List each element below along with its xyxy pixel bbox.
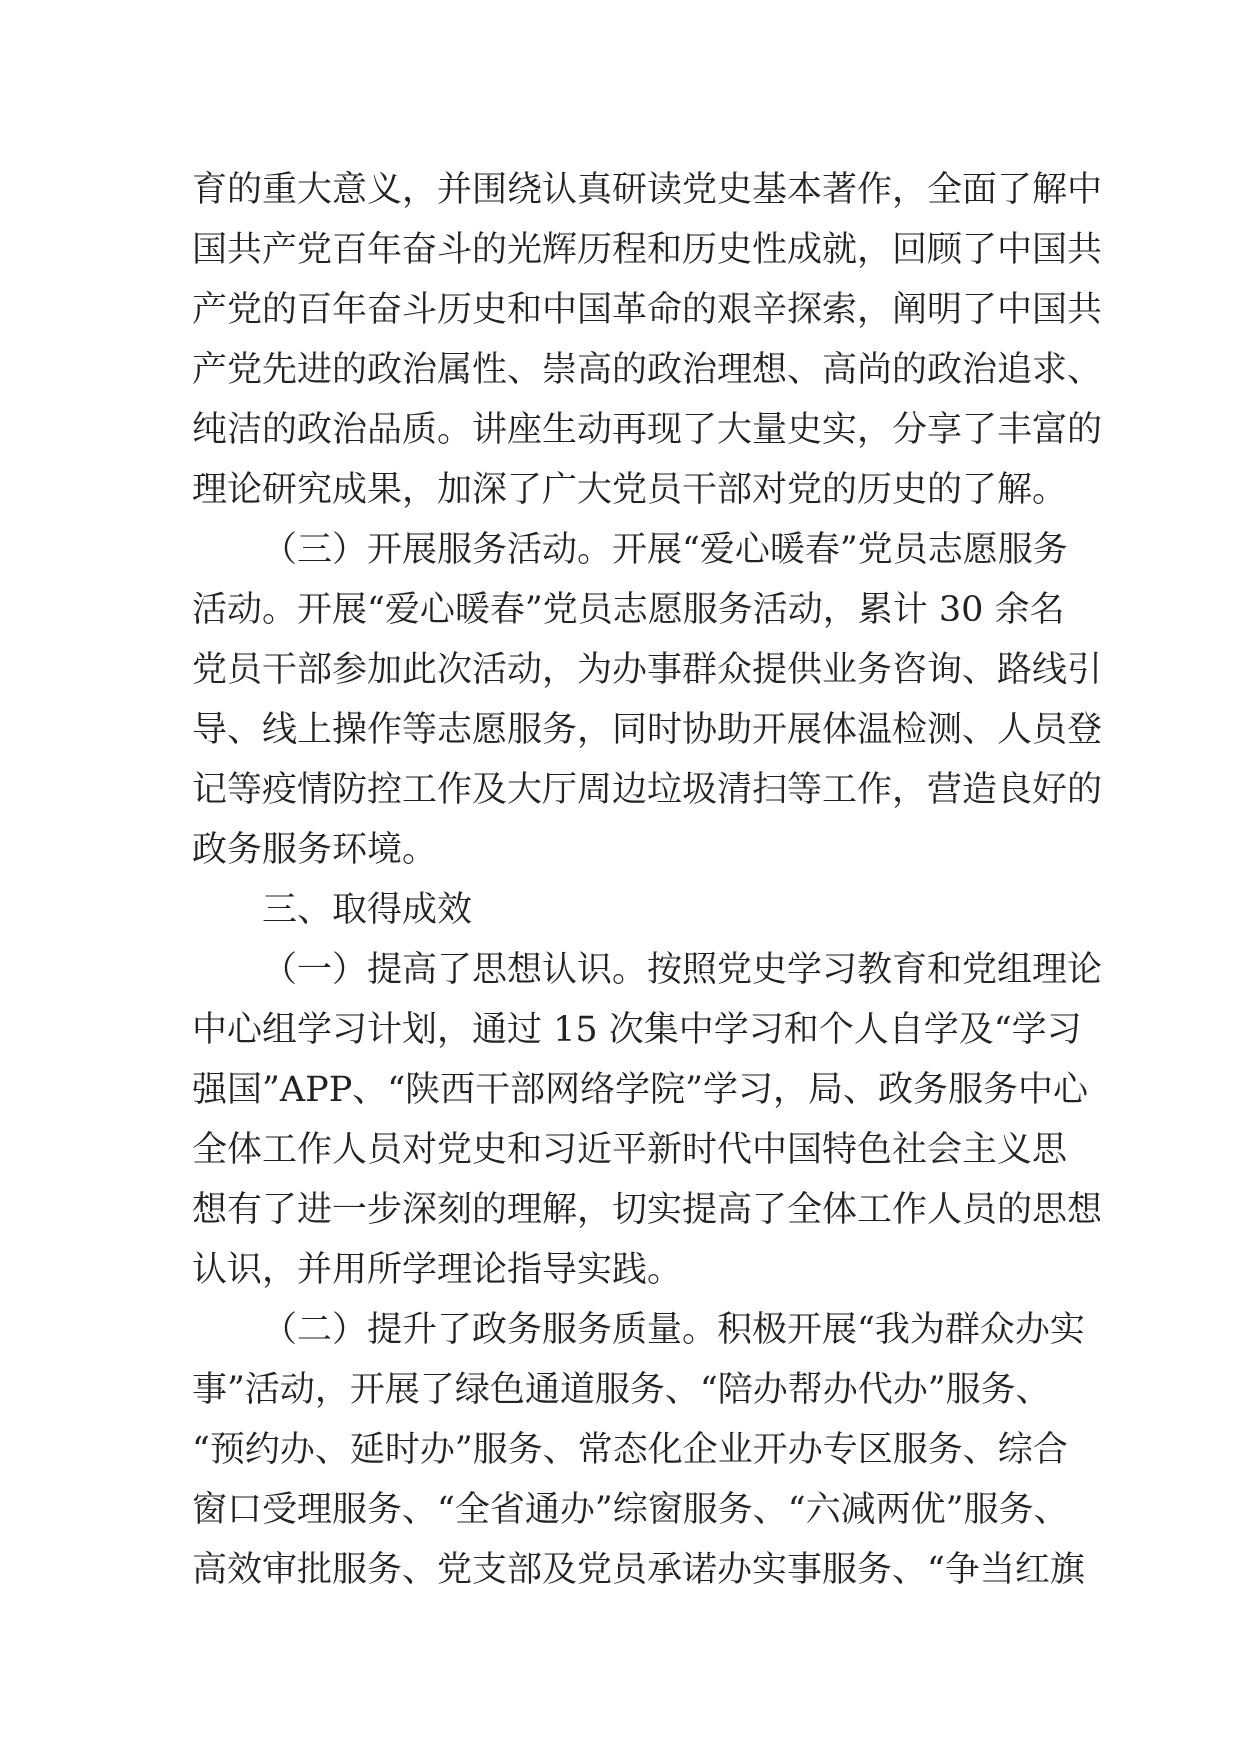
paragraph-first-line: （二）提升了政务服务质量。积极开展“我为群众办实 [262,1310,1085,1350]
text-line: 政务服务环境。 [192,830,438,870]
text-line: 全体工作人员对党史和习近平新时代中国特色社会主义思 [192,1130,1068,1170]
section-heading: 三、取得成效 [262,890,473,930]
paragraph-first-line: （三）开展服务活动。开展“爱心暖春”党员志愿服务 [262,530,1068,570]
text-line: 育的重大意义，并围绕认真研读党史基本著作，全面了解中 [192,170,1103,210]
text-line: 事”活动，开展了绿色通道服务、“陪办帮办代办”服务、 [192,1370,1051,1410]
text-line: 窗口受理服务、“全省通办”综窗服务、“六减两优”服务、 [192,1490,1069,1530]
text-line: 党员干部参加此次活动，为办事群众提供业务咨询、路线引 [192,650,1103,690]
text-line: 导、线上操作等志愿服务，同时协助开展体温检测、人员登 [192,710,1103,750]
text-line: 理论研究成果，加深了广大党员干部对党的历史的了解。 [192,470,1068,510]
text-line: 想有了进一步深刻的理解，切实提高了全体工作人员的思想 [192,1190,1103,1230]
text-line: 中心组学习计划，通过 15 次集中学习和个人自学及“学习 [192,1010,1082,1050]
text-line: 纯洁的政治品质。讲座生动再现了大量史实，分享了丰富的 [192,410,1103,450]
paragraph-first-line: （一）提高了思想认识。按照党史学习教育和党组理论 [262,950,1103,990]
text-line: 高效审批服务、党支部及党员承诺办实事服务、“争当红旗 [192,1550,1085,1590]
text-line: 记等疫情防控工作及大厅周边垃圾清扫等工作，营造良好的 [192,770,1103,810]
text-line: 认识，并用所学理论指导实践。 [192,1250,683,1290]
text-line: 产党的百年奋斗历史和中国革命的艰辛探索，阐明了中国共 [192,290,1103,330]
text-line: 产党先进的政治属性、崇高的政治理想、高尚的政治追求、 [192,350,1103,390]
text-line: 国共产党百年奋斗的光辉历程和历史性成就，回顾了中国共 [192,230,1103,270]
text-line: “预约办、延时办”服务、常态化企业开办专区服务、综合 [192,1430,1068,1470]
text-line: 强国”APP、“陕西干部网络学院”学习，局、政务服务中心 [192,1070,1089,1110]
text-line: 活动。开展“爱心暖春”党员志愿服务活动，累计 30 余名 [192,590,1065,630]
